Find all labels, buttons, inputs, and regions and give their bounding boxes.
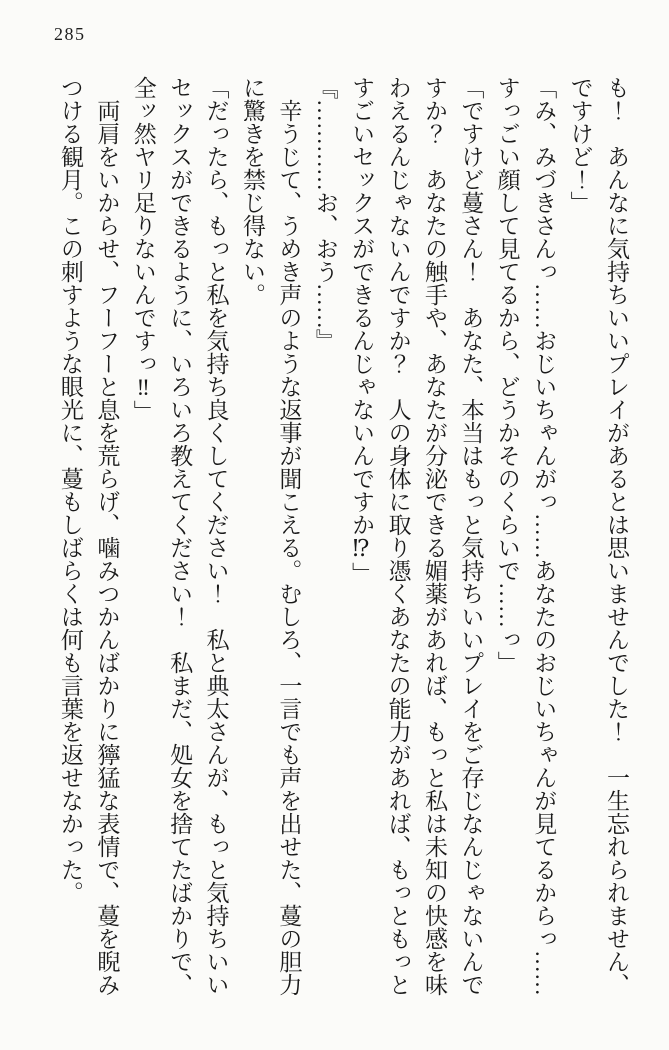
paragraph-dialogue-continuation: も！ あんなに気持ちいいプレイがあるとは思いませんでした！ 一生忘れられません、ですけど！」 [567,76,629,996]
paragraph-dialogue-mizuki-protest: 「み、みづきさんっ……おじいちゃんがっ……あなたのおじいちゃんが見てるからっ……すっごい顔して見てるから、どうかそのくらいで……っ」 [494,76,557,996]
paragraph-narration-1: 辛うじて、うめき声のような返事が聞こえる。むしろ、一言でも声を出せた、蔓の胆力に驚きを禁じ得ない。 [239,76,302,996]
paragraph-dialogue-question: 「ですけど蔓さん！ あなた、本当はもっと気持ちいいプレイをご存じなんじゃないんですか？ あなたの触手や、あなたが分泌できる媚薬があれば、もっと私は未知の快感を味わえるんじゃないんですか？ 人の身体に取り憑くあなたの能力があれば、もっともっとすごいセックスができるんじゃないんですか⁉」 [349,76,484,996]
vertical-text-area [52,76,635,1000]
page-number: 285 [54,24,86,44]
paragraph-dialogue-demand: 「だったら、もっと私を気持ち良くしてください！ 私と典太さんが、もっと気持ちいいセックスができるように、いろいろ教えてください！ 私まだ、処女を捨てたばかりで、全ッ然ヤリ足りないんですっ‼」 [130,76,229,996]
paragraph-narration-2: 両肩をいからせ、フーフーと息を荒らげ、噛みつかんばかりに獰猛な表情で、蔓を睨みつける観月。この刺すような眼光に、蔓もしばらくは何も言葉を返せなかった。 [57,76,120,996]
paragraph-dialogue-reply: 『…………お、おう……』 [312,76,338,352]
